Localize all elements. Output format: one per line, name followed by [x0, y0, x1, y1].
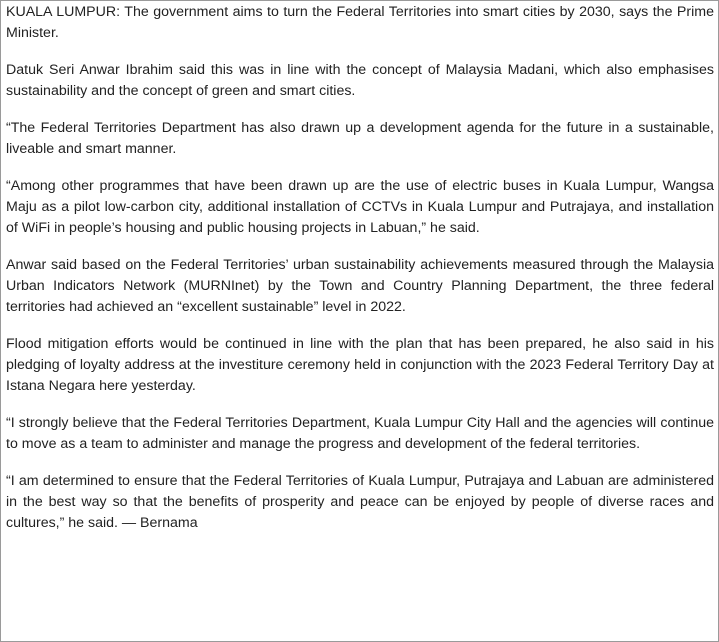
article-paragraph: “I am determined to ensure that the Federal Territories of Kuala Lumpur, Putrajaya and Labuan are administered in the best way so that the benefits of prosperity and peace can be enjoyed by people of diverse races and cultures,” he said. — Bernama	[6, 473, 714, 531]
article-body	[6, 2, 714, 550]
article-paragraph: “The Federal Territories Department has also drawn up a development agenda for the future in a sustainable, liveable and smart manner.	[6, 120, 714, 157]
article-paragraph: “I strongly believe that the Federal Territories Department, Kuala Lumpur City Hall and the agencies will continue to move as a team to administer and manage the progress and development of the federal territories.	[6, 415, 714, 452]
article-paragraph: KUALA LUMPUR: The government aims to turn the Federal Territories into smart cities by 2030, says the Prime Minister.	[6, 4, 714, 41]
article-paragraph: “Among other programmes that have been drawn up are the use of electric buses in Kuala Lumpur, Wangsa Maju as a pilot low-carbon city, additional installation of CCTVs in Kuala Lumpur and Putrajaya, and installation of WiFi in people’s housing and public housing projects in Labuan,” he said.	[6, 178, 714, 236]
article-paragraph: Datuk Seri Anwar Ibrahim said this was in line with the concept of Malaysia Madani, which also emphasises sustainability and the concept of green and smart cities.	[6, 62, 714, 99]
article-paragraph: Anwar said based on the Federal Territories’ urban sustainability achievements measured through the Malaysia Urban Indicators Network (MURNInet) by the Town and Country Planning Department, the three federal territories had achieved an “excellent sustainable” level in 2022.	[6, 257, 714, 315]
article-paragraph: Flood mitigation efforts would be continued in line with the plan that has been prepared, he also said in his pledging of loyalty address at the investiture ceremony held in conjunction with the 2023 Federal Territory Day at Istana Negara here yesterday.	[6, 336, 714, 394]
